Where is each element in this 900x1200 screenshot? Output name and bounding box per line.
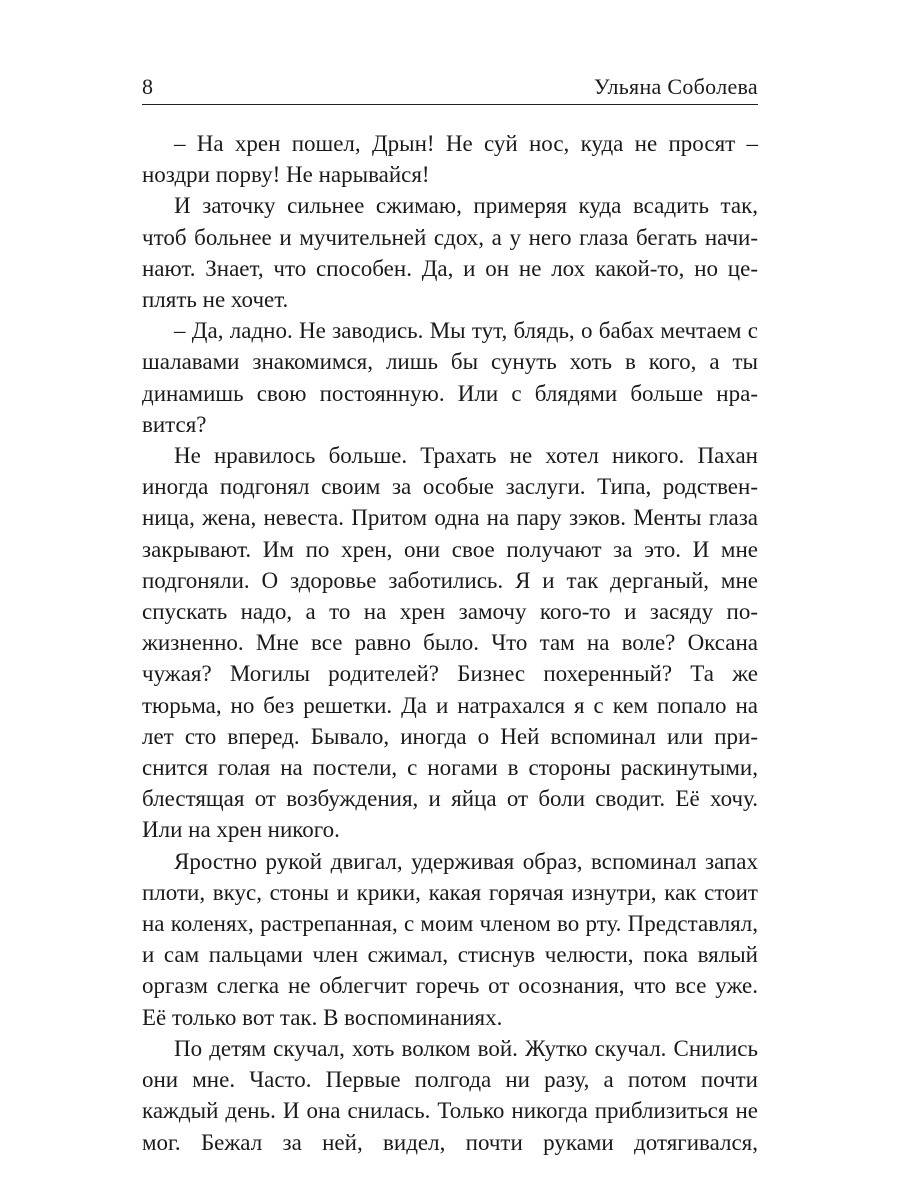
author-name: Ульяна Соболева xyxy=(594,74,758,99)
running-head xyxy=(142,66,758,100)
body-text xyxy=(142,128,758,1158)
header-rule xyxy=(142,104,758,105)
paragraph: И заточку сильнее сжимаю, примеряя куда всадить так, чтоб больнее и мучительней сдох, а у него глаза бегать начинают. Знает, что способен. Да, и он не лох какой-то, но цеплять не хочет. xyxy=(142,193,758,313)
paragraph: По детям скучал, хоть волком вой. Жутко скучал. Снились они мне. Часто. Первые полгода ни разу, а потом почти каждый день. И она снилась. Только никогда приблизиться не мог. Бежал за ней, видел, почти руками дотягивался, xyxy=(142,1035,758,1155)
paragraph: – На хрен пошел, Дрын! Не суй нос, куда не просят – ноздри порву! Не нарывайся! xyxy=(142,131,758,188)
page-number: 8 xyxy=(142,74,154,99)
book-page xyxy=(142,0,758,1200)
paragraph: Яростно рукой двигал, удерживая образ, вспоминал запах плоти, вкус, стоны и крики, какая горячая изнутри, как стоит на коленях, растрепанная, с моим членом во рту. Представлял, и сам пальцами член сжимал, стиснув челюсти, пока вялый оргазм слегка не облегчит горечь от осознания, что все уже. Её только вот так. В воспоминаниях. xyxy=(142,848,758,1030)
paragraph: Не нравилось больше. Трахать не хотел никого. Пахан иногда подгонял своим за особые заслуги. Типа, родственница, жена, невеста. Притом одна на пару зэков. Менты глаза закрывают. Им по хрен, они свое получают за это. И мне подгоняли. О здоровье заботились. Я и так дерганый, мне спускать надо, а то на хрен замочу кого-то и засяду пожизненно. Мне все равно было. Что там на воле? Оксана чужая? Могилы родителей? Бизнес похеренный? Та же тюрьма, но без решетки. Да и натрахался я с кем попало на лет сто вперед. Бывало, иногда о Ней вспоминал или приснится голая на постели, с ногами в стороны раскинутыми, блестящая от возбуждения, и яйца от боли сводит. Её хочу. Или на хрен никого. xyxy=(142,443,758,843)
paragraph: – Да, ладно. Не заводись. Мы тут, блядь, о бабах мечтаем с шалавами знакомимся, лишь бы сунуть хоть в кого, а ты динамишь свою постоянную. Или с блядями больше нравится? xyxy=(142,318,758,437)
